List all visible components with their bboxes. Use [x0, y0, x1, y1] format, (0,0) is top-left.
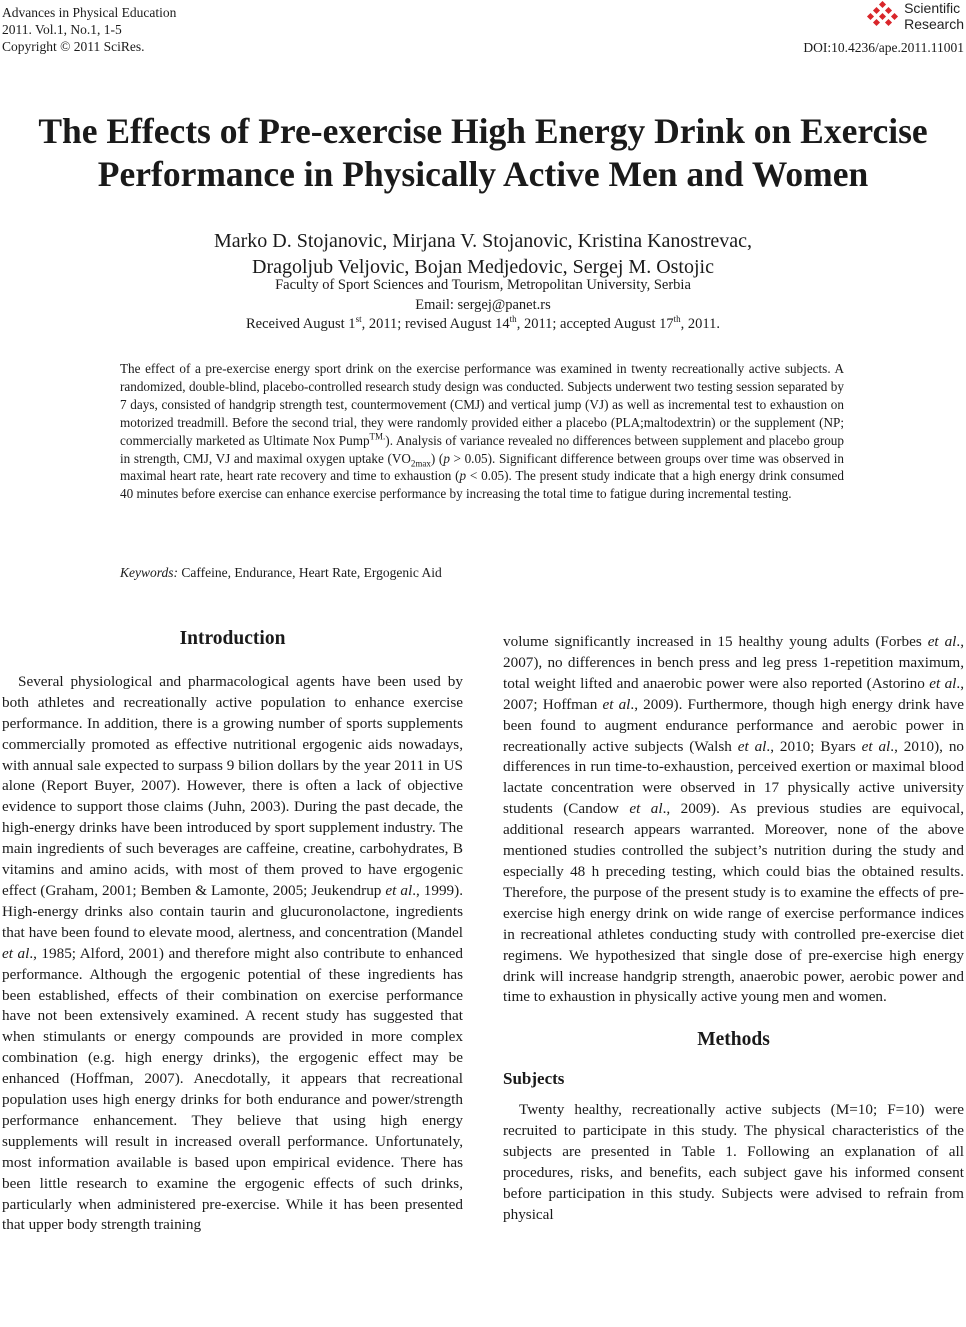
abstract-text-3: ) ( — [430, 450, 444, 466]
intro-text-1: Several physiological and pharmacological agents have been used by both athletes and recreationally active population to enhance exercise performance. In addition, there is a growing number of sports supplements commercially promoted as effective nutritional ergogenic aids nowadays, with annual sale expected to surpass 9 bilion dollars by the year 2011 in US alone (Report Buyer, 2007). However, there is often a lack of objective evidence to support those claims (Juhn, 2003). During the past decade, the high-energy drinks have been introduced by sport supplement industry. The main ingredients of such beverages are caffeine, creatine, carbohydrates, B vitamins and amino acids, with most of them proved to have ergogenic effect (Graham, 2001; Bemben & Lamonte, 2005; Jeukendrup — [2, 672, 463, 899]
revised-sup: th — [509, 314, 517, 325]
journal-name: Advances in Physical Education — [2, 5, 177, 20]
intro-text-2: ., 1999). High-energy drinks also contain taurin and glucuronolactone, ingredients that have been found to elevate mood, alertness, and concentration (Mandel — [2, 881, 464, 941]
keywords — [120, 565, 844, 581]
title-line-1: The Effects of Pre-exercise High Energy Drink on Exercise — [38, 111, 928, 151]
revised-date: , 2011; revised August 14 — [361, 316, 510, 332]
journal-header — [2, 4, 176, 55]
dates — [0, 315, 966, 335]
affiliation: Faculty of Sport Sciences and Tourism, Metropolitan University, Serbia — [275, 277, 691, 293]
et-al: et al — [2, 944, 30, 962]
et-al: et al — [385, 881, 413, 899]
intro-cont-4: ., 2009). Furthermore, though high energy drink have been found to augment endurance performance and aerobic power in recreationally active subjects (Walsh — [503, 695, 964, 755]
received-date: Received August 1 — [246, 316, 356, 332]
intro-cont-1: volume significantly increased in 15 healthy young adults (Forbes — [503, 633, 928, 650]
et-al: et al — [602, 695, 631, 713]
abstract — [120, 360, 844, 503]
intro-cont-6: ., 2010), no differences in run time-to-exhaustion, perceived exertion or maximal blood lactate concentration were observed in 17 physically active university students (Candow — [503, 737, 965, 818]
affiliation-block — [0, 276, 966, 335]
journal-volume: 2011. Vol.1, No.1, 1-5 — [2, 22, 122, 37]
paper-title — [0, 110, 966, 196]
logo-text-line1: Scientific — [904, 0, 961, 16]
et-al: et al — [629, 800, 663, 818]
dates-end: , 2011. — [680, 316, 720, 332]
p-symbol: p — [459, 468, 467, 484]
abstract-text-2: ). Analysis of variance revealed no differences between supplement and placebo group in strength, CMJ, VJ and maximal oxygen uptake (VO — [120, 432, 844, 466]
abstract-text-1: The effect of a pre-exercise energy sport drink on the exercise performance was examined in twenty recreationally active subjects. A randomized, double-blind, placebo-controlled research study design was conducted. Subjects underwent two testing session separated by 7 days, consisted of handgrip strength test, countermovement (CMJ) and vertical jump (VJ) as well as incremental test to exhaustion on motorized treadmill. Before the second trial, they were randomly provided either a placebo (PLA;maltodextrin) or the supplement (NP; commercially marketed as Ultimate Nox Pump — [120, 361, 844, 448]
intro-cont-7: ., 2009). As previous studies are equivocal, additional research appears warranted. Moreover, none of the above mentioned studies controlled the subject’s nutrition during the study and especially 48 h preceding testing, which could bias the obtained results. Therefore, the purpose of the present study is to examine the effects of pre-exercise high energy drink on wide range of exercise performance indices in recreational athletes conducting study with controlled pre-exercise diet regimens. We hypothesized that single dose of pre-exercise high energy drink will increase handgrip strength, anaerobic power, aerobic power and time to exhaustion in physically active young men and women. — [503, 800, 964, 1006]
subjects-paragraph: Twenty healthy, recreationally active subjects (M=10; F=10) were recruited to participate in this study. The physical characteristics of the subjects are presented in Table 1. Following an explanation of all procedures, risks, and benefits, each subject gave his informed consent before participation in this study. Subjects were advised to refrain from physical — [503, 1101, 964, 1223]
subjects-heading: Subjects — [503, 1069, 565, 1089]
et-al: et al — [861, 737, 891, 755]
publisher-logo — [866, 0, 964, 32]
accepted-sup: th — [673, 314, 681, 325]
left-column — [2, 625, 463, 1236]
introduction-paragraph — [2, 672, 463, 1236]
abstract-text-5: < 0.05). The present study indicate that a high energy drink consumed 40 minutes before exercise can enhance exercise performance by increasing the total time to fatigue during incremental testing. — [120, 468, 844, 502]
intro-cont-3: ., 2007; Hoffman — [503, 674, 964, 713]
keywords-label: Keywords: — [120, 565, 178, 580]
author-list — [0, 228, 966, 280]
intro-text-3: ., 1985; Alford, 2001) and therefore might also contribute to enhanced performance. Although the ergogenic potential of these ingredients has been established, effects of their combination on exercise performance have not been extensively examined. A recent study has suggested that when stimulants or energy compounds are provided in more complex combination (e.g. high energy drinks), the ergogenic effect may be enhanced (Hoffman, 2007). Anecdotally, it appears that recreational population uses high energy drinks for both endurance and power/strength performance enhancement. They believe that using high energy supplements will result in increased overall performance. Unfortunately, most information available is based upon empirical evidence. There has been little research to examine the ergogenic effects of such drinks, particularly when administered pre-exercise. While it has been presented that upper body strength training — [2, 944, 463, 1234]
trademark-sup: TM. — [369, 431, 386, 442]
journal-copyright: Copyright © 2011 SciRes. — [2, 39, 145, 54]
right-column — [503, 632, 964, 1226]
logo-text-line2: Research — [904, 16, 964, 32]
intro-cont-5: ., 2010; Byars — [766, 737, 862, 755]
abstract-text-4: > 0.05). Significant difference between groups over time was observed in maximal heart rate, heart rate recovery and time to exhaustion ( — [120, 450, 844, 484]
et-al: et al — [929, 674, 957, 692]
intro-cont-2: ., 2007), no differences in bench press and leg press 1-repetition maximum, total weight lifted and anaerobic power were also reported (Astorino — [503, 633, 965, 692]
keywords-text: Caffeine, Endurance, Heart Rate, Ergogenic Aid — [178, 565, 442, 580]
received-sup: st — [355, 314, 362, 325]
scirp-logo-icon — [866, 1, 900, 31]
et-al: et al — [927, 633, 957, 650]
title-line-2: Performance in Physically Active Men and Women — [97, 154, 869, 194]
doi: DOI:10.4236/ape.2011.11001 — [803, 40, 964, 55]
introduction-continued — [503, 632, 964, 1008]
et-al: et al — [737, 737, 767, 755]
email: Email: sergej@panet.rs — [415, 296, 551, 313]
p-symbol: p — [443, 450, 450, 466]
introduction-heading: Introduction — [179, 628, 286, 649]
authors-line-1: Marko D. Stojanovic, Mirjana V. Stojanovic, Kristina Kanostrevac, — [213, 230, 753, 252]
authors-line-2: Dragoljub Veljovic, Bojan Medjedovic, Sergej M. Ostojic — [252, 256, 714, 278]
methods-heading: Methods — [697, 1029, 770, 1051]
vo2max-sub: 2max — [410, 458, 431, 469]
accepted-date: , 2011; accepted August 17 — [516, 316, 674, 332]
